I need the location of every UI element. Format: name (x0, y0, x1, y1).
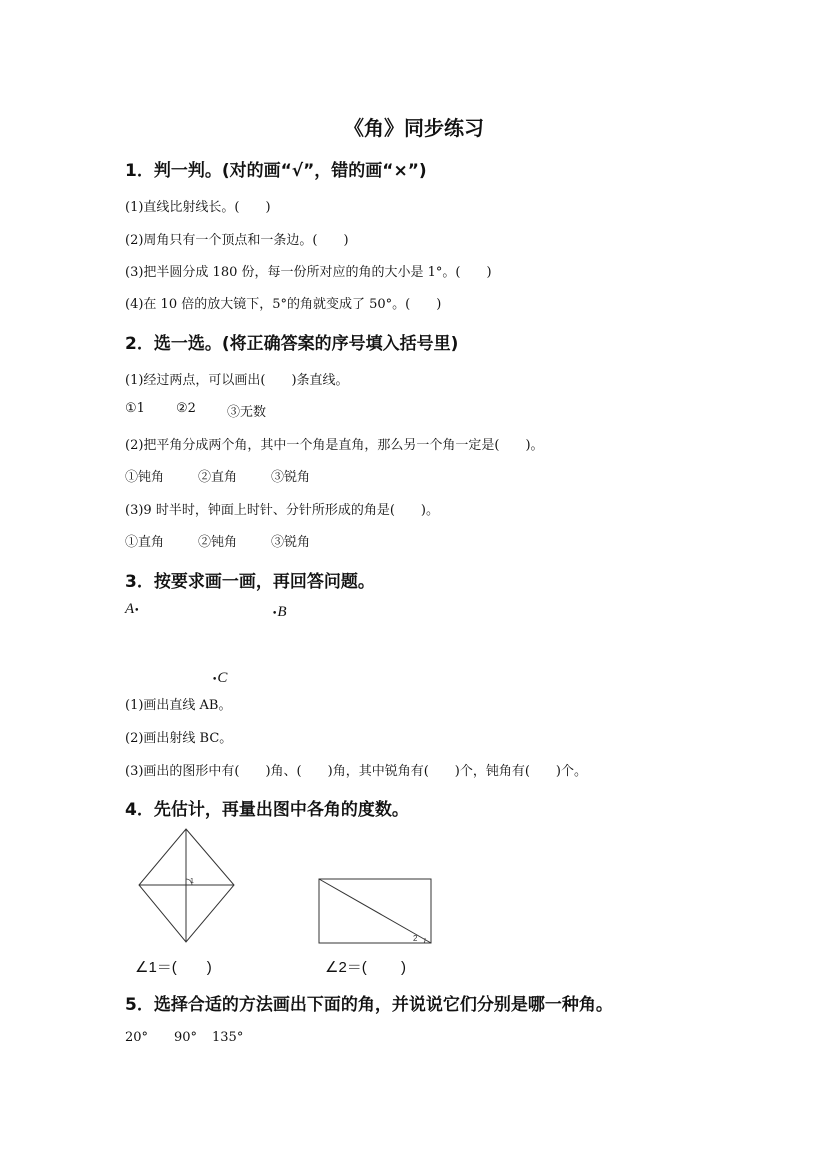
point-b-dot: • (272, 609, 278, 619)
q3-item-1: (1)画出直线 AB。 (125, 698, 232, 713)
rectangle-figure (316, 876, 434, 946)
point-a-label: A (125, 601, 135, 617)
q2-question-2: (2)把平角分成两个角，其中一个角是直角，那么另一个角一定是( )。 (125, 438, 544, 453)
q2-option-3-1: ①直角 (125, 535, 165, 550)
q2-question-3: (3)9 时半时，钟面上时针、分针所形成的角是( )。 (125, 503, 439, 518)
q5-angle-2: 90° (174, 1030, 198, 1045)
q2-heading: 2．选一选。(将正确答案的序号填入括号里) (125, 334, 459, 354)
rhombus-figure (130, 826, 245, 948)
q5-heading: 5．选择合适的方法画出下面的角，并说说它们分别是哪一种角。 (125, 995, 613, 1015)
q1-item-4: (4)在 10 倍的放大镜下，5°的角就变成了 50°。( ) (125, 297, 442, 312)
point-b (272, 601, 286, 621)
q2-question-1: (1)经过两点，可以画出( )条直线。 (125, 373, 349, 388)
point-b-label: B (277, 604, 287, 620)
q2-option-1-1: ①1 (125, 401, 145, 416)
q5-angle-3: 135° (212, 1030, 244, 1045)
q5-angle-1: 20° (125, 1030, 149, 1045)
point-c-label: C (217, 670, 228, 686)
point-c-dot: • (212, 675, 218, 685)
point-a-dot: • (134, 606, 140, 616)
q2-option-2-2: ②直角 (198, 470, 238, 485)
q2-option-1-3: ③无数 (227, 405, 267, 420)
page-title: 《角》同步练习 (344, 116, 484, 140)
angle-1-answer: ∠1＝( ) (135, 959, 212, 976)
q2-option-1-2: ②2 (176, 401, 196, 416)
point-c (212, 667, 227, 687)
fig2-angle-mark: 2 (413, 934, 418, 943)
q3-heading: 3．按要求画一画，再回答问题。 (125, 572, 375, 592)
q1-item-2: (2)周角只有一个顶点和一条边。( ) (125, 233, 349, 248)
q2-option-2-1: ①钝角 (125, 470, 165, 485)
q1-heading: 1．判一判。(对的画“√”，错的画“×”) (125, 161, 427, 181)
fig1-angle-mark: 1 (190, 878, 194, 885)
angle-2-answer: ∠2＝( ) (325, 959, 406, 976)
q1-item-1: (1)直线比射线长。( ) (125, 200, 271, 215)
q2-option-3-2: ②钝角 (198, 535, 238, 550)
point-a (125, 598, 139, 618)
q2-option-2-3: ③锐角 (271, 470, 311, 485)
q3-item-3: (3)画出的图形中有( )角、( )角，其中锐角有( )个，钝角有( )个。 (125, 764, 587, 779)
q4-heading: 4．先估计，再量出图中各角的度数。 (125, 800, 409, 820)
q3-item-2: (2)画出射线 BC。 (125, 731, 233, 746)
q2-option-3-3: ③锐角 (271, 535, 311, 550)
q1-item-3: (3)把半圆分成 180 份，每一份所对应的角的大小是 1°。( ) (125, 265, 492, 280)
